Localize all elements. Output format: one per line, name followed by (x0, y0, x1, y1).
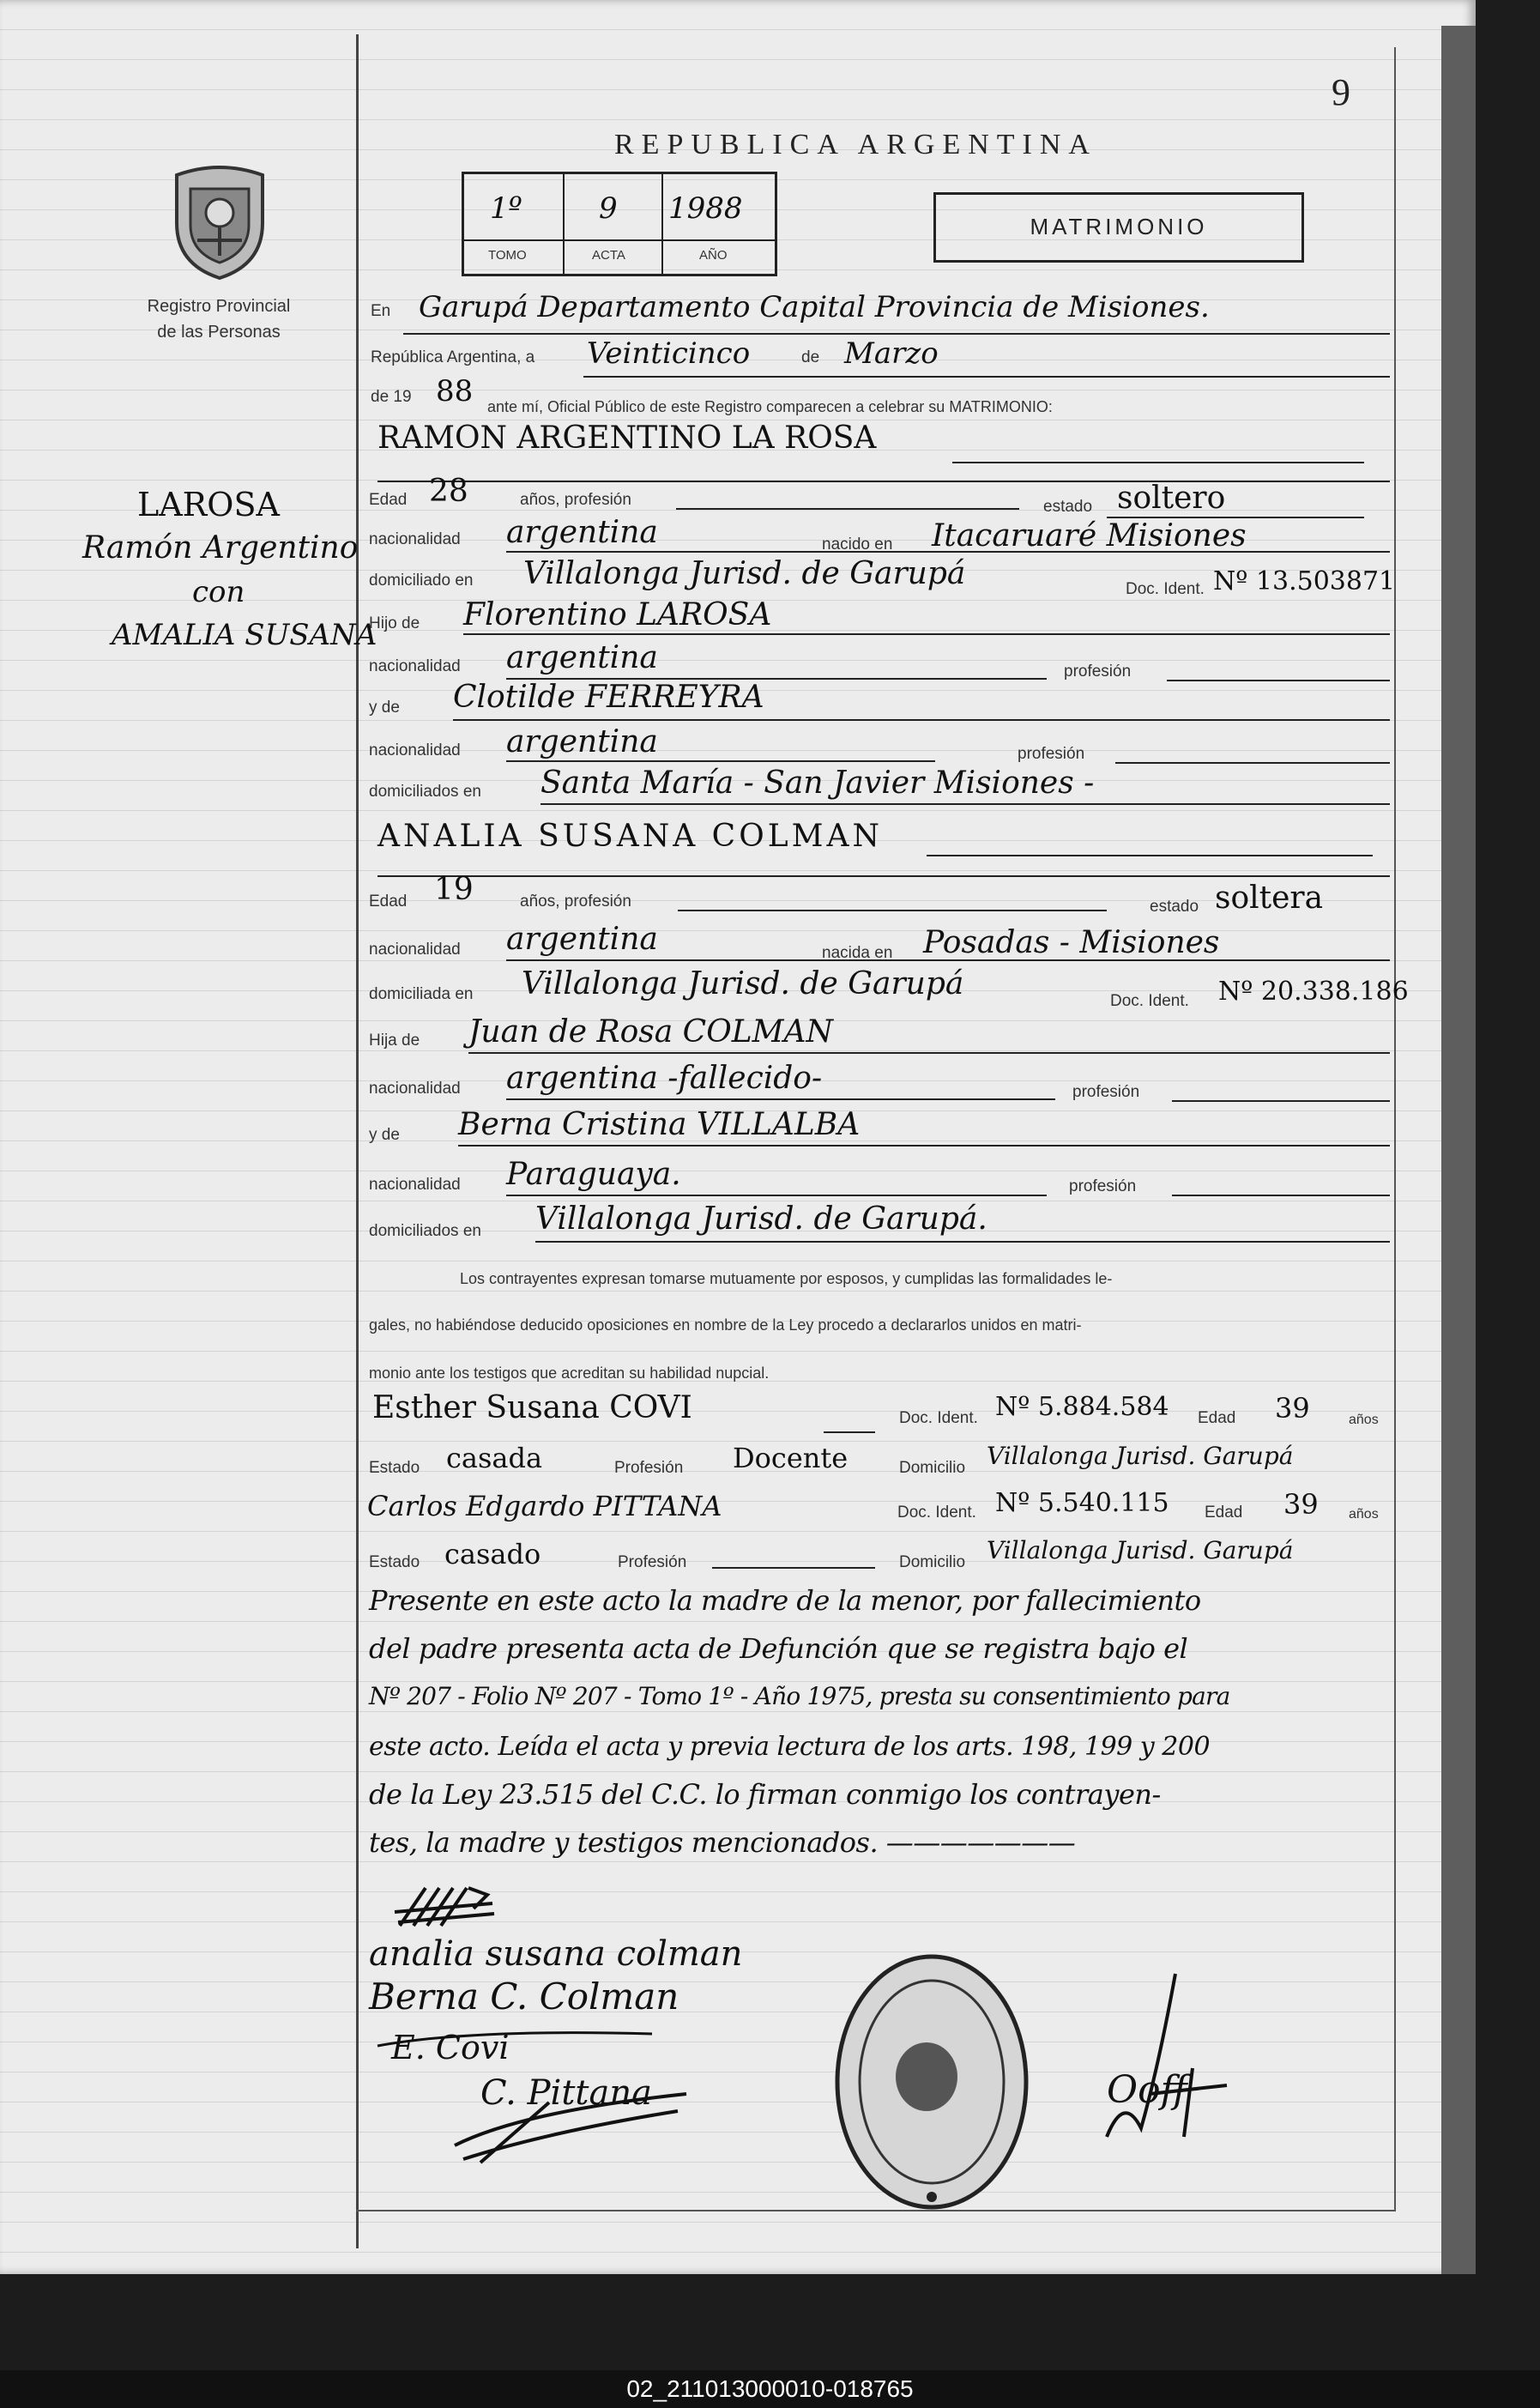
bride-madre-prof-label: profesión (1069, 1177, 1137, 1195)
groom-domicile: Villalonga Jurisd. de Garupá (523, 556, 966, 591)
republica-label: República Argentina, a (371, 348, 535, 366)
signature-witness1: E. Covi (391, 2029, 510, 2066)
note-line-2: del padre presenta acta de Defunción que se registra bajo el (369, 1632, 1188, 1665)
signature-mother: Berna C. Colman (369, 1975, 679, 2018)
groom-estado-label: estado (1043, 498, 1093, 516)
witness2-dom-label: Domicilio (899, 1553, 966, 1571)
anio-value: 1988 (668, 191, 743, 226)
record-type: MATRIMONIO (1030, 214, 1208, 239)
bride-parents-domicile: Villalonga Jurisd. de Garupá. (535, 1201, 987, 1237)
signature-underline (369, 2017, 661, 2051)
witness2-prof-label: Profesión (618, 1553, 687, 1571)
acta-value: 9 (599, 191, 618, 226)
bride-padre-prof-label: profesión (1072, 1083, 1140, 1101)
bride-mother: Berna Cristina VILLALBA (458, 1107, 861, 1142)
witness1-profesion: Docente (733, 1442, 849, 1474)
note-line-5: de la Ley 23.515 del C.C. lo firman conmigo los contrayen- (369, 1778, 1161, 1811)
anio-label: AÑO (699, 248, 728, 263)
witness2-name: Carlos Edgardo PITTANA (367, 1490, 722, 1522)
bride-dom-label: domiciliada en (369, 985, 474, 1003)
groom-domp-label: domiciliados en (369, 783, 481, 801)
witness1-edad-label: Edad (1198, 1409, 1236, 1427)
groom-doc: Nº 13.503871 (1213, 566, 1396, 596)
groom-profesion-label: años, profesión (520, 491, 631, 509)
oficial-text: ante mí, Oficial Público de este Registro comparecen a celebrar su MATRIMONIO: (487, 398, 1053, 415)
bride-age: 19 (434, 872, 474, 907)
bride-edad-label: Edad (369, 892, 408, 911)
matrimonio-box (933, 192, 1304, 263)
groom-mother: Clotilde FERREYRA (453, 680, 764, 715)
official-stamp-icon (830, 1948, 1033, 2216)
month-value: Marzo (844, 336, 939, 371)
groom-dom-label: domiciliado en (369, 572, 474, 590)
groom-nac-label: nacionalidad (369, 530, 461, 548)
bride-estado-label: estado (1150, 898, 1199, 916)
groom-estado: soltero (1117, 481, 1226, 516)
bride-domp-label: domiciliados en (369, 1222, 481, 1240)
bride-profesion-label: años, profesión (520, 892, 631, 911)
margin-bride: AMALIA SUSANA (112, 618, 377, 652)
witness2-estado-label: Estado (369, 1553, 420, 1571)
tomo-value: 1º (490, 191, 522, 226)
margin-given-names: Ramón Argentino (82, 530, 359, 566)
de-label: de (801, 348, 820, 366)
signature-official: Ooff (1107, 2068, 1187, 2112)
witness1-doc-label: Doc. Ident. (899, 1409, 978, 1427)
groom-nationality: argentina (506, 515, 658, 550)
scan-footer (0, 2370, 1540, 2408)
bride-father: Juan de Rosa COLMAN (468, 1014, 833, 1050)
witness2-edad-label: Edad (1205, 1503, 1243, 1522)
witness2-estado: casado (444, 1538, 541, 1570)
official-signature-stroke (1090, 1965, 1244, 2163)
witness2-domicilio: Villalonga Jurisd. Garupá (987, 1536, 1294, 1564)
note-line-4: este acto. Leída el acta y previa lectura de los arts. 198, 199 y 200 (369, 1732, 1211, 1762)
place-value: Garupá Departamento Capital Provincia de Misiones. (419, 290, 1210, 324)
page-number: 9 (1332, 71, 1350, 113)
witness1-name: Esther Susana COVI (372, 1390, 692, 1425)
year-prefix: de 19 (371, 388, 412, 406)
bride-estado: soltera (1215, 880, 1324, 916)
groom-madre-prof-label: profesión (1018, 745, 1085, 763)
margin-rule (356, 34, 359, 2248)
groom-edad-label: Edad (369, 491, 408, 509)
signature-witness2: C. Pittana (480, 2073, 652, 2113)
note-line-6: tes, la madre y testigos mencionados. ——————— (369, 1826, 1076, 1859)
tomo-cell (464, 174, 565, 274)
bride-madre-nac-label: nacionalidad (369, 1176, 461, 1194)
bride-mother-nationality: Paraguaya. (506, 1157, 681, 1192)
groom-father-nationality: argentina (506, 640, 658, 675)
margin-con: con (192, 575, 245, 609)
bride-nac-label: nacionalidad (369, 941, 461, 959)
signature-flourish (446, 2077, 704, 2171)
groom-name: RAMON ARGENTINO LA ROSA (377, 420, 877, 456)
coat-of-arms-icon (166, 163, 273, 283)
bride-nacida-label: nacida en (822, 944, 893, 962)
bride-name: ANALIA SUSANA COLMAN (377, 819, 883, 854)
country-title: REPUBLICA ARGENTINA (614, 129, 1097, 160)
groom-birthplace: Itacaruaré Misiones (932, 518, 1247, 554)
groom-mark-signature (391, 1883, 503, 1934)
note-line-1: Presente en este acto la madre de la menor, por fallecimiento (369, 1584, 1201, 1617)
witness1-estado: casada (446, 1442, 543, 1474)
declaration-line3: monio ante los testigos que acreditan su habilidad nupcial. (369, 1364, 770, 1382)
groom-hijo-label: Hijo de (369, 614, 420, 632)
bride-father-nationality: argentina -fallecido- (506, 1061, 823, 1096)
bride-nationality: argentina (506, 922, 658, 957)
groom-doc-label: Doc. Ident. (1126, 580, 1205, 598)
bride-birthplace: Posadas - Misiones (923, 925, 1220, 960)
bride-domicile: Villalonga Jurisd. de Garupá (522, 966, 964, 1001)
registry-line2: de las Personas (157, 323, 281, 342)
acta-cell (563, 174, 663, 274)
witness1-prof-label: Profesión (614, 1459, 684, 1477)
day-value: Veinticinco (587, 336, 751, 371)
signature-bride: analia susana colman (369, 1934, 743, 1974)
acta-label: ACTA (592, 248, 625, 263)
declaration-line1: Los contrayentes expresan tomarse mutuamente por esposos, y cumplidas las formalidades le- (460, 1270, 1113, 1287)
groom-padre-prof-label: profesión (1064, 663, 1132, 681)
note-line-3: Nº 207 - Folio Nº 207 - Tomo 1º - Año 1975, presta su consentimiento para (369, 1682, 1230, 1710)
groom-padre-nac-label: nacionalidad (369, 657, 461, 675)
book-binding (1441, 26, 1476, 2274)
bride-doc: Nº 20.338.186 (1218, 977, 1409, 1007)
bride-hija-label: Hija de (369, 1032, 420, 1050)
groom-age: 28 (429, 474, 468, 509)
witness2-doc: Nº 5.540.115 (995, 1488, 1169, 1518)
registry-line1: Registro Provincial (147, 297, 291, 316)
record-number-box (462, 172, 777, 276)
witness2-age: 39 (1283, 1488, 1319, 1521)
groom-mother-nationality: argentina (506, 724, 658, 759)
witness1-anos-label: años (1349, 1413, 1379, 1427)
groom-nacido-label: nacido en (822, 535, 893, 554)
witness1-age: 39 (1275, 1392, 1310, 1425)
tomo-label: TOMO (488, 248, 527, 263)
declaration-line2: gales, no habiéndose deducido oposiciones en nombre de la Ley procedo a declararlos unidos en matri- (369, 1316, 1082, 1334)
frame-right (1394, 47, 1396, 2210)
witness1-doc: Nº 5.884.584 (995, 1392, 1169, 1422)
scan-id: 02_211013000010-018765 (626, 2375, 914, 2402)
bride-yde-label: y de (369, 1126, 400, 1144)
margin-surname: LAROSA (137, 486, 280, 523)
groom-father: Florentino LAROSA (463, 597, 772, 632)
witness2-doc-label: Doc. Ident. (897, 1503, 976, 1522)
witness1-estado-label: Estado (369, 1459, 420, 1477)
bride-doc-label: Doc. Ident. (1110, 992, 1189, 1010)
groom-madre-nac-label: nacionalidad (369, 741, 461, 759)
year-value: 88 (436, 374, 474, 408)
groom-parents-domicile: Santa María - San Javier Misiones - (541, 765, 1095, 801)
bride-padre-nac-label: nacionalidad (369, 1080, 461, 1098)
anio-cell (661, 174, 772, 274)
witness1-domicilio: Villalonga Jurisd. Garupá (987, 1442, 1294, 1470)
witness1-dom-label: Domicilio (899, 1459, 966, 1477)
groom-yde-label: y de (369, 699, 400, 717)
witness2-anos-label: años (1349, 1507, 1379, 1522)
en-label: En (371, 302, 391, 320)
